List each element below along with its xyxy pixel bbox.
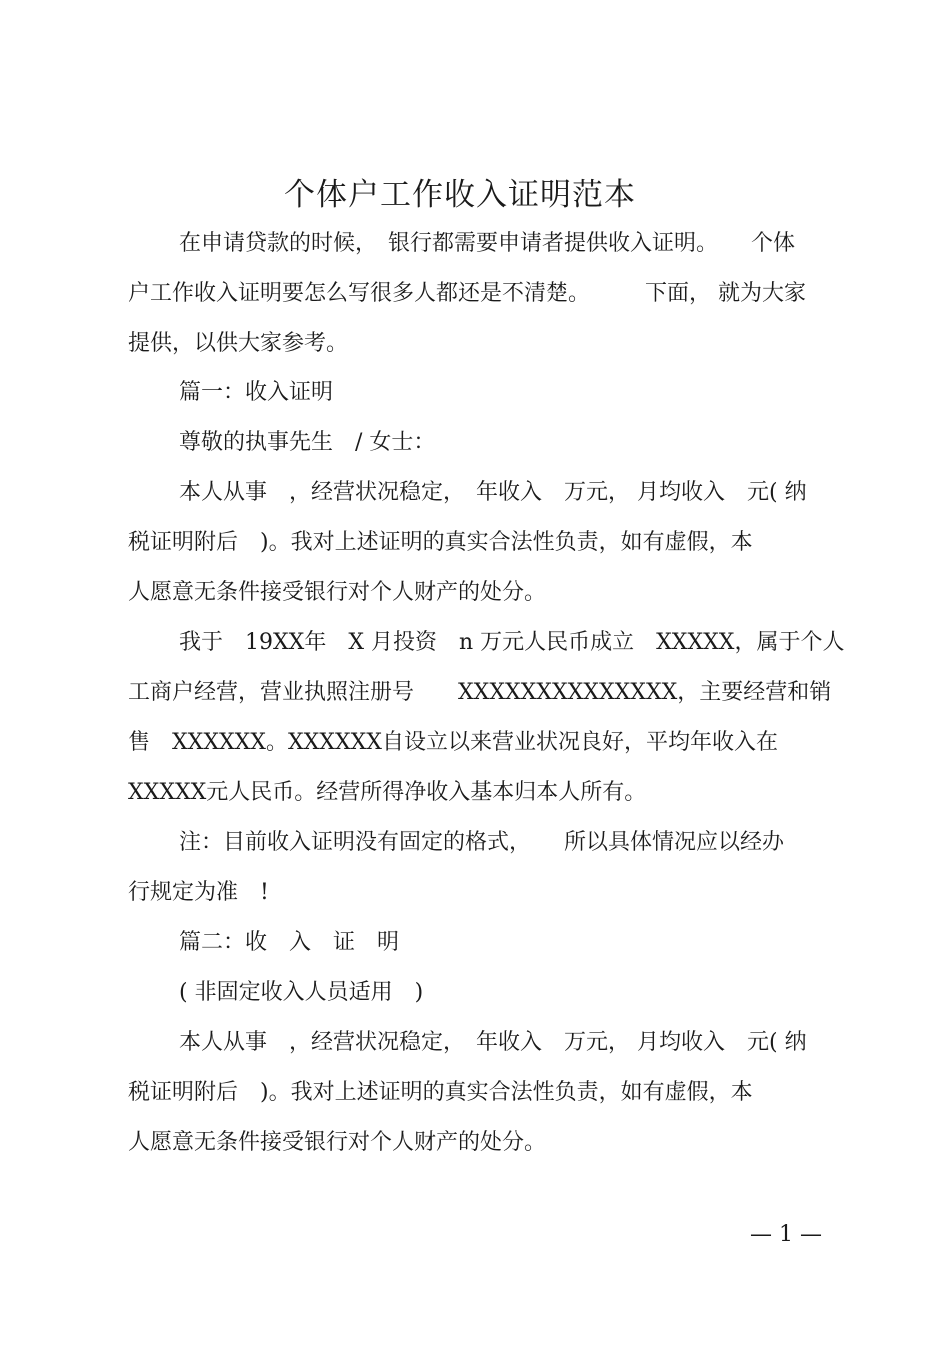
note-line: 行规定为准 !	[128, 880, 269, 905]
text-line: 人愿意无条件接受银行对个人财产的处分。	[128, 580, 547, 605]
text-line: 税证明附后 )。我对上述证明的真实合法性负责，如有虚假，本	[128, 1080, 753, 1105]
section-heading: 篇二：收 入 证 明	[179, 930, 400, 955]
text-line: 本人从事 ，经营状况稳定， 年收入 万元， 月均收入 元( 纳	[179, 1030, 807, 1055]
note-line: 注：目前收入证明没有固定的格式， 所以具体情况应以经办	[179, 830, 785, 855]
text-line: 人愿意无条件接受银行对个人财产的处分。	[128, 1130, 547, 1155]
text-line: 本人从事 ，经营状况稳定， 年收入 万元， 月均收入 元( 纳	[179, 480, 807, 505]
text-line: 售 XXXXXX。XXXXXX自设立以来营业状况良好，平均年收入在	[128, 730, 778, 755]
page-number: — 1 —	[750, 1222, 822, 1247]
section-heading: 篇一：收入证明	[179, 380, 334, 405]
salutation: 尊敬的执事先生 / 女士：	[179, 430, 436, 455]
text-line: XXXXX元人民币。经营所得净收入基本归本人所有。	[128, 780, 647, 805]
text-line: 提供，以供大家参考。	[128, 331, 349, 356]
text-line: 我于 19XX年 X 月投资 n 万元人民币成立 XXXXX，属于个人	[179, 630, 845, 655]
text-line: 工商户经营，营业执照注册号 XXXXXXXXXXXXXX，主要经营和销	[128, 680, 832, 705]
text-line: 税证明附后 )。我对上述证明的真实合法性负责，如有虚假，本	[128, 530, 753, 555]
text-line: 户工作收入证明要怎么写很多人都还是不清楚。 下面， 就为大家	[128, 281, 806, 306]
section-subtitle: ( 非固定收入人员适用 )	[179, 980, 424, 1005]
document-title: 个体户工作收入证明范本	[284, 177, 636, 213]
text-line: 在申请贷款的时候， 银行都需要申请者提供收入证明。 个体	[179, 231, 796, 256]
